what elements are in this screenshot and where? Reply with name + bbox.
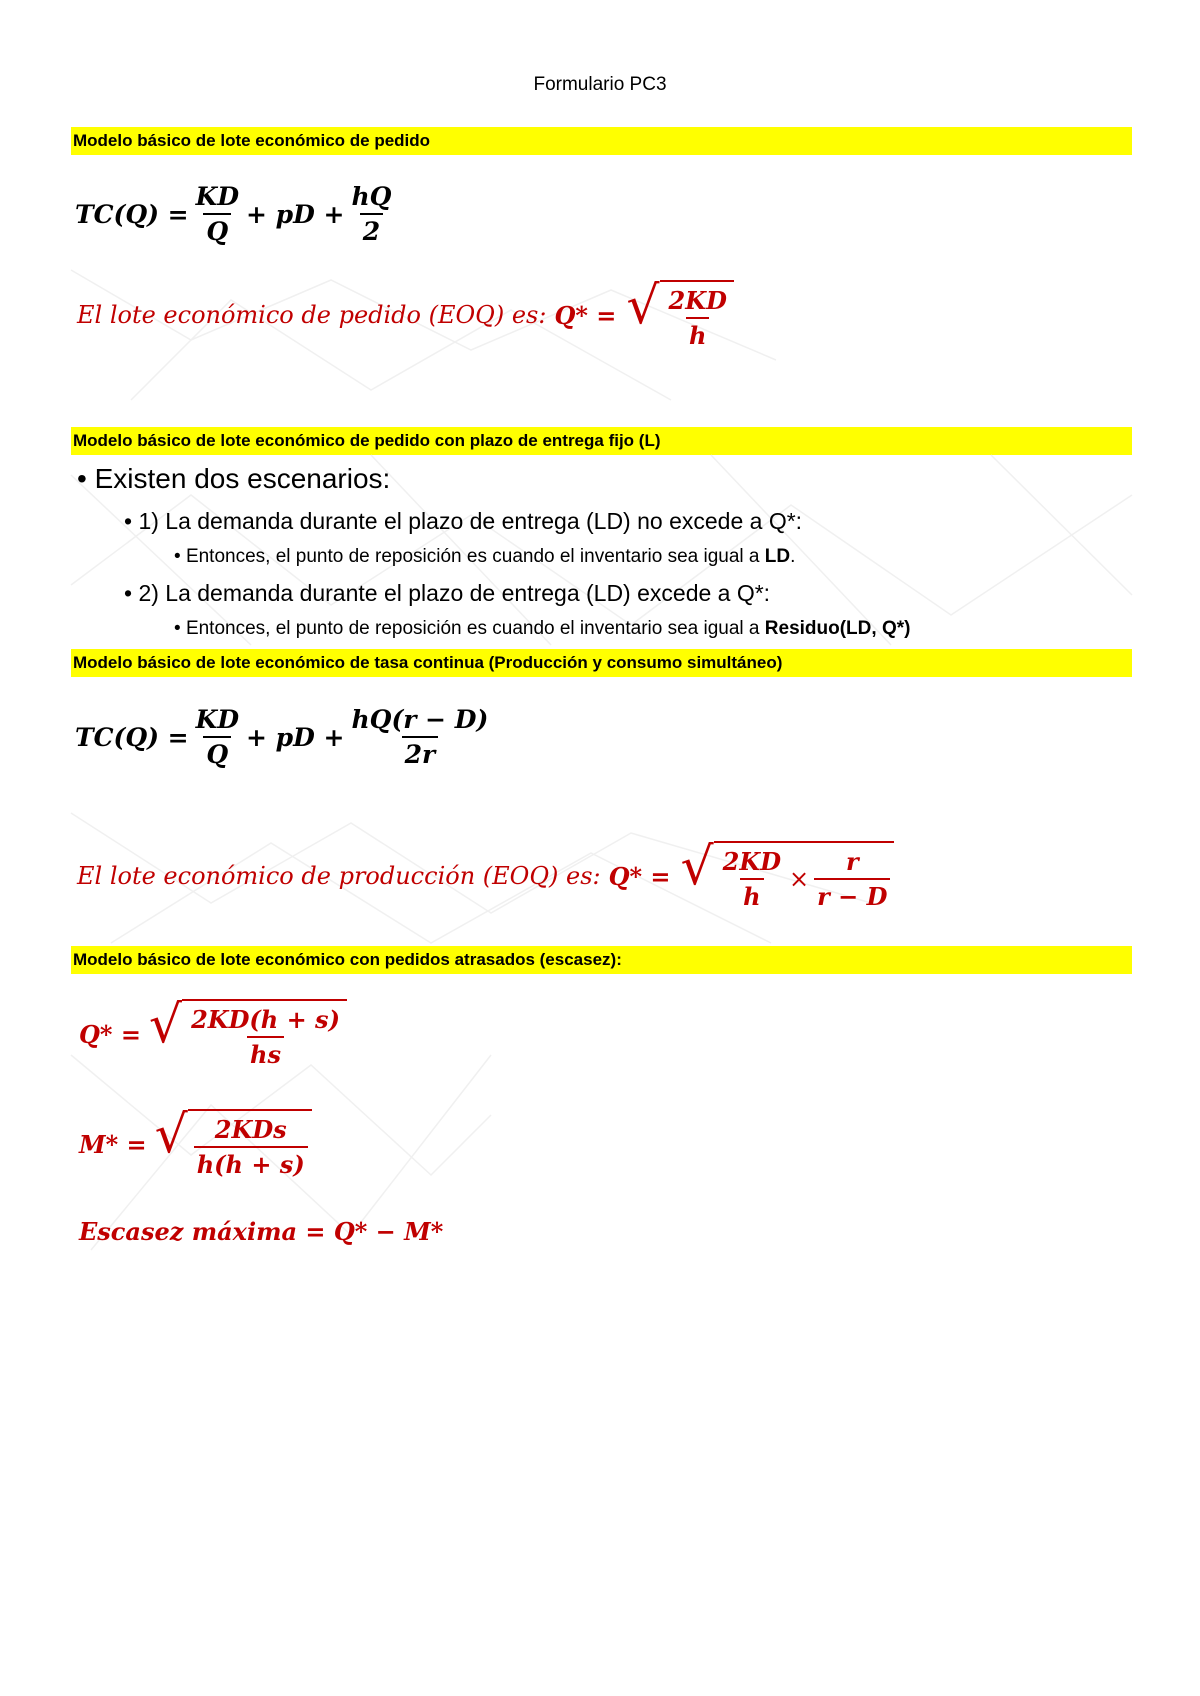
lead-time-scenarios-image: [71, 455, 1132, 645]
page-title: Formulario PC3: [533, 74, 667, 95]
total-cost-production-formula: TC(Q) = $\frac{KD}{Q}$ + pD + $\frac{hQ(r - D)}{2r}$: [75, 705, 489, 769]
section-heading-continuous-rate: Modelo básico de lote económico de tasa continua (Producción y consumo simultáneo): [71, 649, 1132, 677]
eoq-formula-image: [71, 180, 776, 400]
optimal-q-formula: Q* = √ $\frac{2KD(h + s)}{hs}$: [79, 999, 347, 1069]
production-eoq-formula: El lote económico de producción (EOQ) es: Q* = √ $\frac{2KD}{h}$ × $\frac{r}{r - D}$: [77, 841, 894, 911]
backorder-formula-image: [71, 995, 491, 1250]
bullet-scenario-2: • 2) La demanda durante el plazo de entrega (LD) excede a Q*:: [124, 580, 771, 606]
section-heading-backorders: Modelo básico de lote económico con pedidos atrasados (escasez):: [71, 946, 1132, 974]
eoq-formula: El lote económico de pedido (EOQ) es: Q* = √ $\frac{2KD}{h}$: [77, 280, 734, 350]
bullet-scenario-2-detail: • Entonces, el punto de reposición es cuando el inventario sea igual a Residuo(LD, Q*): [174, 618, 911, 639]
max-shortage-formula: Escasez máxima = Q* − M*: [79, 1217, 444, 1246]
section-heading-lead-time: Modelo básico de lote económico de pedido con plazo de entrega fijo (L): [71, 427, 1132, 455]
bullet-scenario-1: • 1) La demanda durante el plazo de entrega (LD) no excede a Q*:: [124, 508, 803, 534]
production-formula-image: [71, 703, 888, 943]
section-heading-eoq: Modelo básico de lote económico de pedido: [71, 127, 1132, 155]
total-cost-formula: TC(Q) = $\frac{KD}{Q}$ + pD + $\frac{hQ}{2}$: [75, 182, 392, 246]
bullet-level1: • Existen dos escenarios:: [77, 463, 391, 494]
optimal-m-formula: M* = √ $\frac{\text{2KDs}}{h(h + s)}$: [79, 1109, 312, 1179]
bullet-scenario-1-detail: • Entonces, el punto de reposición es cuando el inventario sea igual a LD.: [174, 546, 796, 567]
